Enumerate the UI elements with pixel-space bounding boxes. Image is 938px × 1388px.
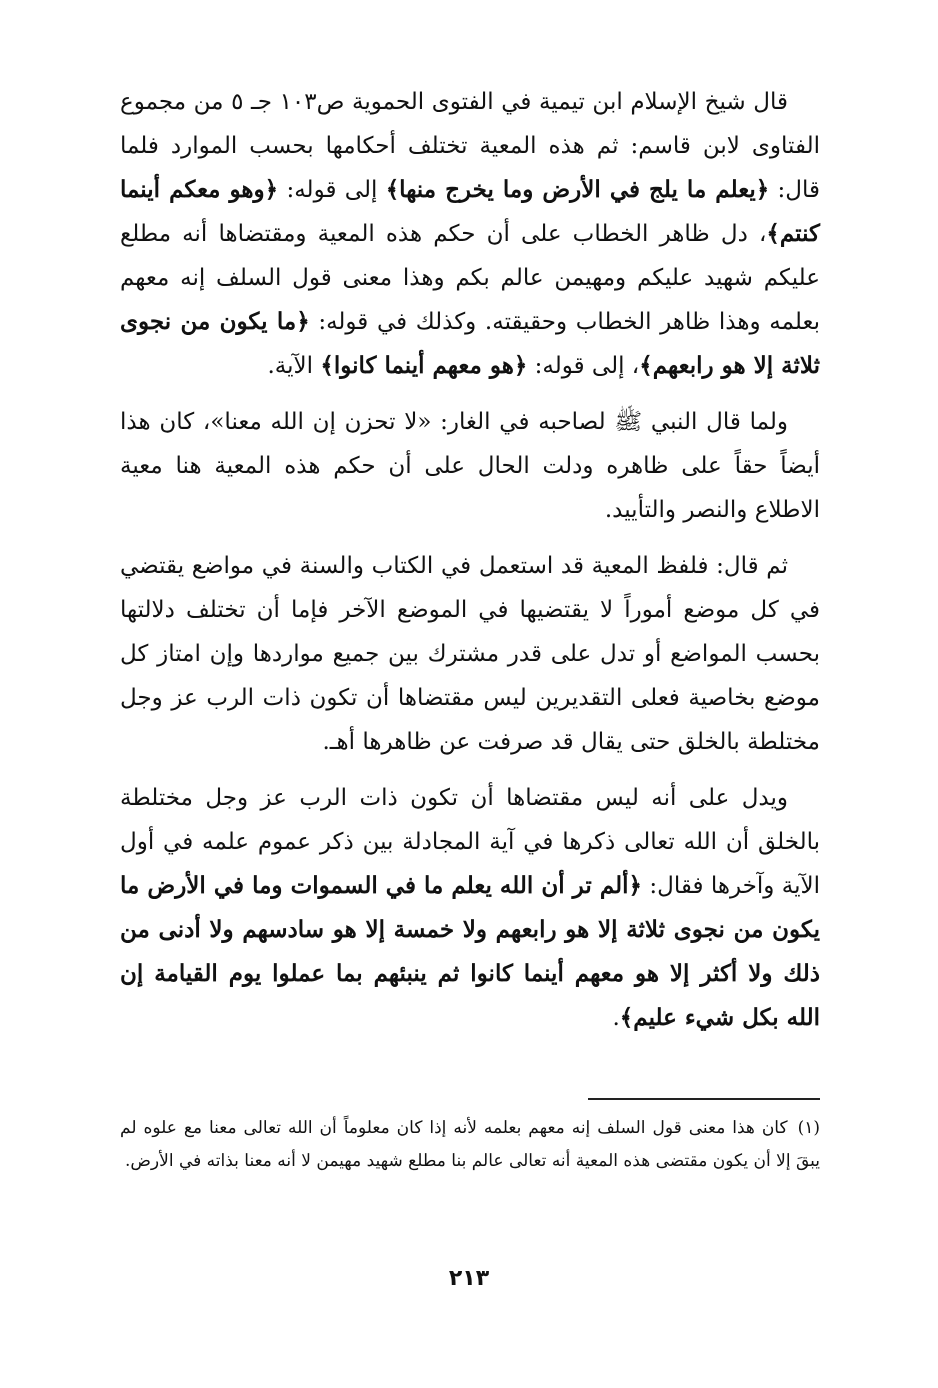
quran-verse: ﴿هو معهم أينما كانوا﴾ <box>320 352 528 379</box>
main-text <box>120 80 820 1052</box>
paragraph-4 <box>120 776 820 1040</box>
footnote-number: (١) <box>797 1118 820 1138</box>
footnote <box>120 1112 820 1178</box>
paragraph-3 <box>120 544 820 764</box>
paragraph-3-text: ثم قال: فلفظ المعية قد استعمل في الكتاب والسنة في مواضع يقتضي في كل موضع أموراً لا يقتضيها في الموضع الآخر فإما أن تختلف دلالتها بحسب المواضع أو تدل على قدر مشترك بين جميع مواردها وإن امتاز كل موضع بخاصية فعلى التقديرين ليس مقتضاها أن تكون ذات الرب عز وجل مختلطة بالخلق حتى يقال قد صرفت عن ظاهرها أهـ. <box>120 553 820 755</box>
paragraph-1-text: قال شيخ الإسلام ابن تيمية في الفتوى الحموية ص١٠٣ جـ ٥ من مجموع الفتاوى لابن قاسم: ثم هذه المعية تختلف أحكامها بحسب الموارد فلما قال: <box>120 89 821 203</box>
paragraph-1-text: الآية. <box>267 353 321 379</box>
quran-verse: ﴿ما يكون من نجوى ثلاثة إلا هو رابعهم﴾ <box>120 308 820 379</box>
paragraph-1-text: ، إلى قوله: <box>527 353 640 379</box>
page-number: ٢١٣ <box>448 1266 490 1291</box>
paragraph-2-text: ولما قال النبي ﷺ لصاحبه في الغار: «لا تحزن إن الله معنا»، كان هذا أيضاً حقاً على ظاهره ودلت الحال على أن حكم هذه المعية هنا معية الاطلاع والنصر والتأييد. <box>120 409 820 523</box>
paragraph-2 <box>120 400 820 532</box>
paragraph-1-text: إلى قوله: <box>278 177 386 203</box>
footnote-divider <box>588 1098 820 1100</box>
footnote-text: كان هذا معنى قول السلف إنه معهم بعلمه لأنه إذا كان معلوماً أن الله تعالى معنا مع علوه لم يبقَ إلا أن يكون مقتضى هذه المعية أنه تعالى عالم بنا مطلع شهيد مهيمن لا أنه معنا بذاته في الأرض. <box>120 1118 820 1171</box>
paragraph-1 <box>120 80 820 388</box>
paragraph-1-text: ، دل ظاهر الخطاب على أن حكم هذه المعية ومقتضاها أنه مطلع عليكم شهيد عليكم ومهيمن عالم بكم وهذا معنى قول السلف إنه معهم بعلمه وهذا ظاهر الخطاب وحقيقته. وكذلك في قوله: <box>120 221 820 335</box>
quran-verse: ﴿وهو معكم أينما كنتم﴾ <box>120 176 820 247</box>
paragraph-4-text: ويدل على أنه ليس مقتضاها أن تكون ذات الرب عز وجل مختلطة بالخلق أن الله تعالى ذكرها في آية المجادلة بين ذكر عموم علمه في أول الآية وآخرها فقال: <box>120 785 821 899</box>
quran-verse: ﴿ألم تر أن الله يعلم ما في السموات وما في الأرض ما يكون من نجوى ثلاثة إلا هو رابعهم ولا خمسة إلا هو سادسهم ولا أدنى من ذلك ولا أكثر إلا هو معهم أينما كانوا ثم ينبئهم بما عملوا يوم القيامة إن الله بكل شيء عليم﴾ <box>120 872 820 1031</box>
quran-verse: ﴿يعلم ما يلج في الأرض وما يخرج منها﴾ <box>385 176 770 203</box>
paragraph-4-text: . <box>612 1005 620 1031</box>
